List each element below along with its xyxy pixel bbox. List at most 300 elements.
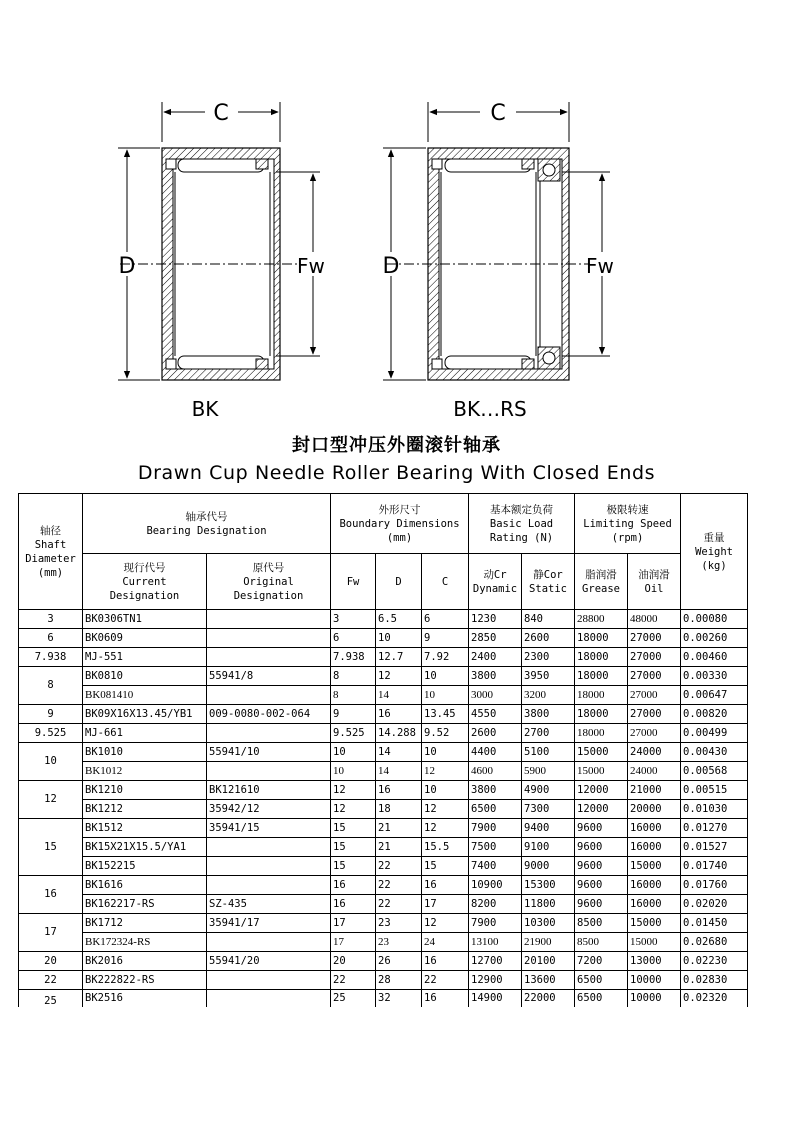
cell-original: 55941/20 (207, 952, 331, 971)
cell-c: 10 (422, 667, 469, 686)
cell-shaft-value: 22 (44, 973, 57, 986)
cell-grease: 18000 (575, 724, 628, 743)
cell-current: MJ-551 (83, 648, 207, 667)
cell-original: 55941/8 (207, 667, 331, 686)
header-shaft-en2: Diameter (25, 552, 76, 565)
cell-grease: 9600 (575, 819, 628, 838)
cell-oil: 21000 (628, 781, 681, 800)
cell-c: 10 (422, 781, 469, 800)
cell-cr: 4600 (469, 762, 522, 781)
cell-weight: 0.01030 (681, 800, 748, 819)
cell-current: BK081410 (83, 686, 207, 705)
header-dims-unit: (mm) (386, 531, 413, 544)
cell-current: BK09X16X13.45/YB1 (83, 705, 207, 724)
header-oil-en: Oil (644, 582, 664, 595)
table-row (19, 743, 748, 762)
cell-c: 13.45 (422, 705, 469, 724)
cell-c: 22 (422, 971, 469, 990)
cell-shaft (19, 990, 83, 1008)
cell-original (207, 724, 331, 743)
cell-original (207, 876, 331, 895)
cell-current: BK162217-RS (83, 895, 207, 914)
cell-grease: 9600 (575, 876, 628, 895)
cell-cr: 3000 (469, 686, 522, 705)
cell-shaft-value: 15 (44, 840, 57, 853)
cell-fw: 17 (331, 933, 376, 952)
cell-fw: 6 (331, 629, 376, 648)
cell-shaft (19, 781, 83, 819)
cell-shaft-value: 6 (47, 631, 54, 644)
cell-weight: 0.00515 (681, 781, 748, 800)
cell-weight: 0.02680 (681, 933, 748, 952)
cell-weight: 0.02830 (681, 971, 748, 990)
cell-cor: 3200 (522, 686, 575, 705)
cell-original (207, 857, 331, 876)
header-shaft-en1: Shaft (34, 538, 67, 551)
header-current-en1: Current (122, 575, 167, 588)
cell-c: 10 (422, 743, 469, 762)
cell-cr: 4400 (469, 743, 522, 762)
cell-c: 9 (422, 629, 469, 648)
cell-d: 23 (376, 933, 422, 952)
header-speed-en2: (rpm) (611, 531, 644, 544)
cell-d: 14 (376, 743, 422, 762)
header-original-en1: Original (243, 575, 294, 588)
cell-weight: 0.00080 (681, 610, 748, 629)
cell-fw: 9 (331, 705, 376, 724)
cell-current: BK222822-RS (83, 971, 207, 990)
table-row (19, 933, 748, 952)
cell-weight: 0.00460 (681, 648, 748, 667)
cell-shaft-value: 9 (47, 707, 54, 720)
table-row (19, 781, 748, 800)
cell-grease: 15000 (575, 743, 628, 762)
cell-shaft-value: 25 (44, 995, 57, 1007)
cell-shaft (19, 971, 83, 990)
cell-c: 24 (422, 933, 469, 952)
cell-original (207, 648, 331, 667)
cell-weight: 0.01450 (681, 914, 748, 933)
cell-c: 12 (422, 800, 469, 819)
cell-d: 14 (376, 762, 422, 781)
bk-caption: BK (191, 397, 219, 421)
cell-cor: 3800 (522, 705, 575, 724)
cell-oil: 16000 (628, 895, 681, 914)
cell-weight: 0.02230 (681, 952, 748, 971)
cell-fw: 8 (331, 667, 376, 686)
cell-cr: 2600 (469, 724, 522, 743)
cell-cr: 7900 (469, 819, 522, 838)
cell-original: 35942/12 (207, 800, 331, 819)
cell-d: 22 (376, 857, 422, 876)
cell-current: BK1210 (83, 781, 207, 800)
cell-fw: 9.525 (331, 724, 376, 743)
cell-shaft-value: 9.525 (34, 726, 67, 739)
cell-cor: 7300 (522, 800, 575, 819)
cell-original (207, 629, 331, 648)
cell-weight: 0.02020 (681, 895, 748, 914)
cell-shaft-value: 10 (44, 755, 57, 767)
cell-original (207, 990, 331, 1008)
cell-d: 21 (376, 819, 422, 838)
cell-oil: 16000 (628, 819, 681, 838)
cell-grease: 6500 (575, 990, 628, 1008)
cell-cr: 12900 (469, 971, 522, 990)
cell-shaft-value: 12 (44, 793, 57, 805)
header-load-en1: Basic Load (489, 517, 554, 530)
cell-oil: 27000 (628, 648, 681, 667)
cell-cor: 20100 (522, 952, 575, 971)
header-speed-cn: 极限转速 (606, 503, 649, 516)
cell-cr: 4550 (469, 705, 522, 724)
header-current-en2: Designation (109, 589, 180, 602)
header-load-cn: 基本额定负荷 (490, 503, 554, 516)
cell-d: 32 (376, 990, 422, 1008)
header-designation-cn: 轴承代号 (185, 510, 228, 523)
table-body (19, 610, 748, 1008)
cell-shaft-value: 16 (44, 888, 57, 900)
cell-fw: 25 (331, 990, 376, 1008)
table-row (19, 876, 748, 895)
cell-shaft-value: 17 (44, 926, 57, 938)
cell-fw: 15 (331, 857, 376, 876)
bearing-diagrams (0, 80, 793, 425)
cell-c: 15 (422, 857, 469, 876)
header-oil (628, 554, 681, 610)
bk-rs-drawing (383, 101, 614, 421)
header-weight-en: Weight (695, 545, 733, 558)
table-row (19, 971, 748, 990)
cell-d: 26 (376, 952, 422, 971)
cell-weight: 0.01270 (681, 819, 748, 838)
cell-oil: 15000 (628, 914, 681, 933)
cell-oil: 16000 (628, 876, 681, 895)
cell-shaft (19, 705, 83, 724)
cell-cr: 14900 (469, 990, 522, 1008)
cell-oil: 24000 (628, 762, 681, 781)
cell-weight: 0.00330 (681, 667, 748, 686)
cell-fw: 20 (331, 952, 376, 971)
cell-shaft-value: 20 (44, 954, 57, 967)
bk-label-fw: Fw (297, 254, 325, 278)
header-speed-en1: Limiting Speed (583, 517, 672, 530)
cell-cor: 21900 (522, 933, 575, 952)
cell-d: 28 (376, 971, 422, 990)
cell-shaft (19, 724, 83, 743)
header-dynamic (469, 554, 522, 610)
cell-grease: 18000 (575, 686, 628, 705)
cell-c: 12 (422, 914, 469, 933)
cell-original (207, 933, 331, 952)
cell-oil: 20000 (628, 800, 681, 819)
header-bearing-designation (83, 494, 331, 554)
cell-c: 12 (422, 762, 469, 781)
cell-shaft-value: 8 (47, 679, 54, 691)
header-stat-en: Static (529, 582, 567, 595)
cell-cr: 6500 (469, 800, 522, 819)
cell-shaft (19, 743, 83, 781)
cell-current: BK1010 (83, 743, 207, 762)
cell-fw: 10 (331, 762, 376, 781)
cell-cor: 840 (522, 610, 575, 629)
cell-weight: 0.01527 (681, 838, 748, 857)
cell-shaft (19, 819, 83, 876)
cell-d: 16 (376, 781, 422, 800)
table-row (19, 952, 748, 971)
cell-current: BK2516 (83, 990, 207, 1008)
cell-original (207, 838, 331, 857)
cell-current: MJ-661 (83, 724, 207, 743)
cell-fw: 22 (331, 971, 376, 990)
cell-shaft (19, 629, 83, 648)
cell-current: BK1012 (83, 762, 207, 781)
cell-cr: 12700 (469, 952, 522, 971)
cell-c: 17 (422, 895, 469, 914)
cell-d: 21 (376, 838, 422, 857)
cell-grease: 15000 (575, 762, 628, 781)
table-row (19, 705, 748, 724)
cell-cr: 7900 (469, 914, 522, 933)
cell-d: 14.288 (376, 724, 422, 743)
cell-weight: 0.00820 (681, 705, 748, 724)
cell-fw: 16 (331, 895, 376, 914)
header-fw: Fw (331, 554, 376, 610)
cell-cor: 11800 (522, 895, 575, 914)
cell-fw: 12 (331, 800, 376, 819)
cell-fw: 15 (331, 838, 376, 857)
header-current-cn: 现行代号 (123, 561, 166, 574)
table-row (19, 857, 748, 876)
cell-current: BK0306TN1 (83, 610, 207, 629)
cell-oil: 16000 (628, 838, 681, 857)
cell-grease: 8500 (575, 914, 628, 933)
cell-grease: 18000 (575, 667, 628, 686)
cell-original (207, 686, 331, 705)
header-grease (575, 554, 628, 610)
cell-grease: 9600 (575, 857, 628, 876)
cell-fw: 3 (331, 610, 376, 629)
header-designation-en: Bearing Designation (146, 524, 267, 537)
cell-cr: 7500 (469, 838, 522, 857)
cell-shaft (19, 648, 83, 667)
cell-weight: 0.01740 (681, 857, 748, 876)
cell-original (207, 610, 331, 629)
cell-c: 16 (422, 876, 469, 895)
cell-original: 35941/17 (207, 914, 331, 933)
cell-c: 15.5 (422, 838, 469, 857)
table-row (19, 914, 748, 933)
cell-cor: 5900 (522, 762, 575, 781)
cell-oil: 13000 (628, 952, 681, 971)
cell-grease: 8500 (575, 933, 628, 952)
cell-d: 12.7 (376, 648, 422, 667)
cell-cor: 9400 (522, 819, 575, 838)
cell-cor: 3950 (522, 667, 575, 686)
title-english: Drawn Cup Needle Roller Bearing With Closed Ends (137, 462, 656, 484)
table-row (19, 819, 748, 838)
cell-shaft (19, 914, 83, 952)
table-row (19, 762, 748, 781)
cell-oil: 27000 (628, 667, 681, 686)
cell-weight: 0.01760 (681, 876, 748, 895)
cell-current: BK1212 (83, 800, 207, 819)
header-dims-en: Boundary Dimensions (339, 517, 460, 530)
cell-grease: 18000 (575, 629, 628, 648)
cell-current: BK1512 (83, 819, 207, 838)
table-row (19, 990, 748, 1008)
header-boundary-dimensions (331, 494, 469, 554)
cell-c: 9.52 (422, 724, 469, 743)
header-static (522, 554, 575, 610)
cell-cor: 13600 (522, 971, 575, 990)
header-weight-cn: 重量 (703, 531, 725, 544)
cell-c: 7.92 (422, 648, 469, 667)
cell-shaft (19, 667, 83, 705)
cell-grease: 12000 (575, 781, 628, 800)
cell-current: BK152215 (83, 857, 207, 876)
cell-fw: 8 (331, 686, 376, 705)
cell-d: 14 (376, 686, 422, 705)
cell-d: 6.5 (376, 610, 422, 629)
header-grease-cn: 脂润滑 (585, 568, 617, 581)
cell-current: BK1616 (83, 876, 207, 895)
cell-oil: 15000 (628, 933, 681, 952)
cell-cr: 8200 (469, 895, 522, 914)
cell-current: BK172324-RS (83, 933, 207, 952)
cell-shaft (19, 876, 83, 914)
header-weight (681, 494, 748, 610)
header-weight-unit: (kg) (701, 559, 727, 572)
cell-original: 55941/10 (207, 743, 331, 762)
cell-oil: 27000 (628, 629, 681, 648)
header-grease-en: Grease (582, 582, 620, 595)
cell-c: 16 (422, 952, 469, 971)
cell-fw: 17 (331, 914, 376, 933)
cell-original: 35941/15 (207, 819, 331, 838)
header-c: C (422, 554, 469, 610)
cell-current: BK15X21X15.5/YA1 (83, 838, 207, 857)
cell-current: BK0810 (83, 667, 207, 686)
table-row (19, 686, 748, 705)
table-row (19, 724, 748, 743)
bk-rs-label-fw: Fw (586, 254, 614, 278)
cell-current: BK1712 (83, 914, 207, 933)
header-shaft-cn: 轴径 (40, 524, 61, 537)
cell-d: 23 (376, 914, 422, 933)
header-dyn-en: Dynamic (472, 582, 518, 595)
cell-d: 22 (376, 895, 422, 914)
cell-cor: 4900 (522, 781, 575, 800)
cell-original: SZ-435 (207, 895, 331, 914)
bk-rs-caption: BK…RS (453, 397, 527, 421)
cell-current: BK0609 (83, 629, 207, 648)
cell-original (207, 971, 331, 990)
cell-cr: 3800 (469, 667, 522, 686)
bk-drawing (118, 101, 325, 421)
cell-fw: 16 (331, 876, 376, 895)
cell-grease: 18000 (575, 705, 628, 724)
cell-oil: 27000 (628, 724, 681, 743)
cell-oil: 10000 (628, 990, 681, 1008)
cell-cr: 13100 (469, 933, 522, 952)
table-row (19, 800, 748, 819)
bk-rs-label-c: C (490, 101, 506, 126)
cell-grease: 18000 (575, 648, 628, 667)
cell-grease: 12000 (575, 800, 628, 819)
table-row (19, 838, 748, 857)
cell-c: 12 (422, 819, 469, 838)
cell-grease: 9600 (575, 838, 628, 857)
table-row (19, 648, 748, 667)
cell-shaft-value: 3 (47, 612, 54, 625)
header-original-designation (207, 554, 331, 610)
header-shaft-diameter (19, 494, 83, 610)
cell-current: BK2016 (83, 952, 207, 971)
cell-oil: 27000 (628, 686, 681, 705)
cell-weight: 0.02320 (681, 990, 748, 1008)
cell-d: 22 (376, 876, 422, 895)
cell-cor: 2600 (522, 629, 575, 648)
table-row (19, 895, 748, 914)
cell-fw: 10 (331, 743, 376, 762)
cell-cr: 1230 (469, 610, 522, 629)
header-dims-cn: 外形尺寸 (378, 503, 421, 516)
cell-weight: 0.00430 (681, 743, 748, 762)
cell-cr: 2850 (469, 629, 522, 648)
cell-grease: 7200 (575, 952, 628, 971)
cell-cor: 22000 (522, 990, 575, 1008)
header-d: D (376, 554, 422, 610)
cell-oil: 27000 (628, 705, 681, 724)
cell-cr: 10900 (469, 876, 522, 895)
cell-oil: 15000 (628, 857, 681, 876)
cell-d: 18 (376, 800, 422, 819)
cell-grease: 6500 (575, 971, 628, 990)
header-load-en2: Rating (N) (489, 531, 554, 544)
header-limiting-speed (575, 494, 681, 554)
cell-d: 10 (376, 629, 422, 648)
cell-fw: 12 (331, 781, 376, 800)
table-row (19, 667, 748, 686)
cell-d: 12 (376, 667, 422, 686)
cell-weight: 0.00260 (681, 629, 748, 648)
cell-shaft-value: 7.938 (34, 650, 67, 663)
cell-cor: 15300 (522, 876, 575, 895)
header-stat-cn: 静Cor (533, 568, 563, 581)
cell-c: 6 (422, 610, 469, 629)
header-oil-cn: 油润滑 (638, 568, 670, 581)
cell-oil: 10000 (628, 971, 681, 990)
cell-cr: 7400 (469, 857, 522, 876)
header-original-cn: 原代号 (252, 561, 285, 574)
cell-original: 009-0080-002-064 (207, 705, 331, 724)
cell-cr: 2400 (469, 648, 522, 667)
cell-shaft (19, 952, 83, 971)
cell-cor: 2300 (522, 648, 575, 667)
cell-cor: 9100 (522, 838, 575, 857)
cell-grease: 9600 (575, 895, 628, 914)
cell-oil: 48000 (628, 610, 681, 629)
table-row (19, 629, 748, 648)
header-original-en2: Designation (233, 589, 304, 602)
cell-original: BK121610 (207, 781, 331, 800)
bk-label-c: C (213, 101, 229, 126)
cell-cor: 9000 (522, 857, 575, 876)
cell-fw: 15 (331, 819, 376, 838)
cell-cor: 2700 (522, 724, 575, 743)
cell-weight: 0.00499 (681, 724, 748, 743)
cell-original (207, 762, 331, 781)
